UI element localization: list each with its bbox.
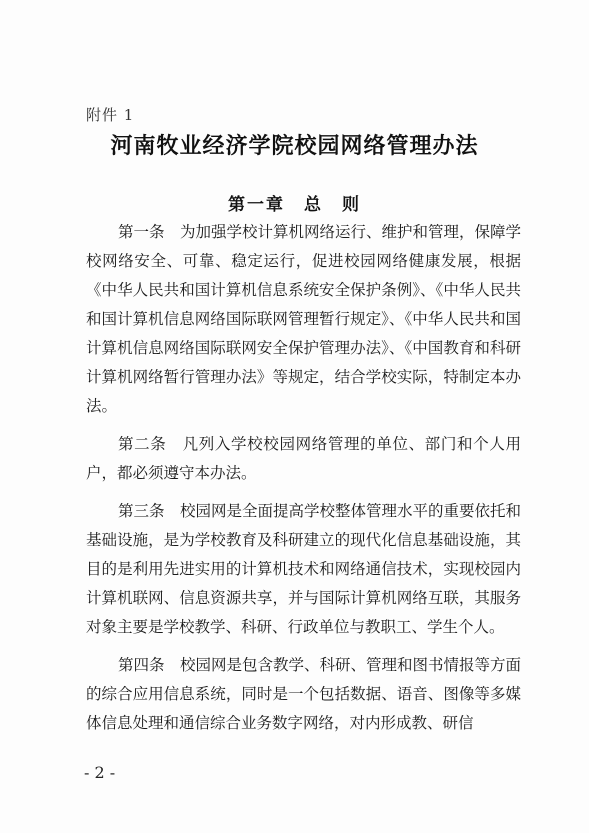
page-number: - 2 - — [84, 763, 116, 782]
article-2-paragraph: 第二条 凡列入学校校园网络管理的单位、部门和个人用户，都必须遵守本办法。 — [86, 435, 521, 482]
document-title: 河南牧业经济学院校园网络管理办法 — [110, 133, 479, 159]
article-3-paragraph: 第三条 校园网是全面提高学校整体管理水平的重要依托和基础设施，是为学校教育及科研建立的现代化信息基础设施，其目的是利用先进实用的计算机技术和网络通信技术，实现校园内计算机联网、信息资源共享，并与国际计算机网络互联，其服务对象主要是学校教学、科研、行政单位与教职工、学生个人。 — [86, 502, 522, 636]
article-1-paragraph: 第一条 为加强学校计算机网络运行、维护和管理，保障学校网络安全、可靠、稳定运行，促进校园网络健康发展，根据《中华人民共和国计算机信息系统安全保护条例》、《中华人民共和国计算机信息网络国际联网管理暂行规定》、《中华人民共和国计算机信息网络国际联网安全保护管理办法》、《中国教育和科研计算机网络暂行管理办法》等规定，结合学校实际，特制定本办法。 — [86, 223, 522, 415]
chapter-title: 第一章 总 则 — [228, 195, 361, 215]
attachment-label: 附件 1 — [86, 106, 135, 124]
document-body — [86, 218, 521, 747]
article-4-paragraph: 第四条 校园网是包含教学、科研、管理和图书情报等方面的综合应用信息系统，同时是一个包括数据、语音、图像等多媒体信息处理和通信综合业务数字网络，对内形成教、研信 — [86, 656, 522, 732]
